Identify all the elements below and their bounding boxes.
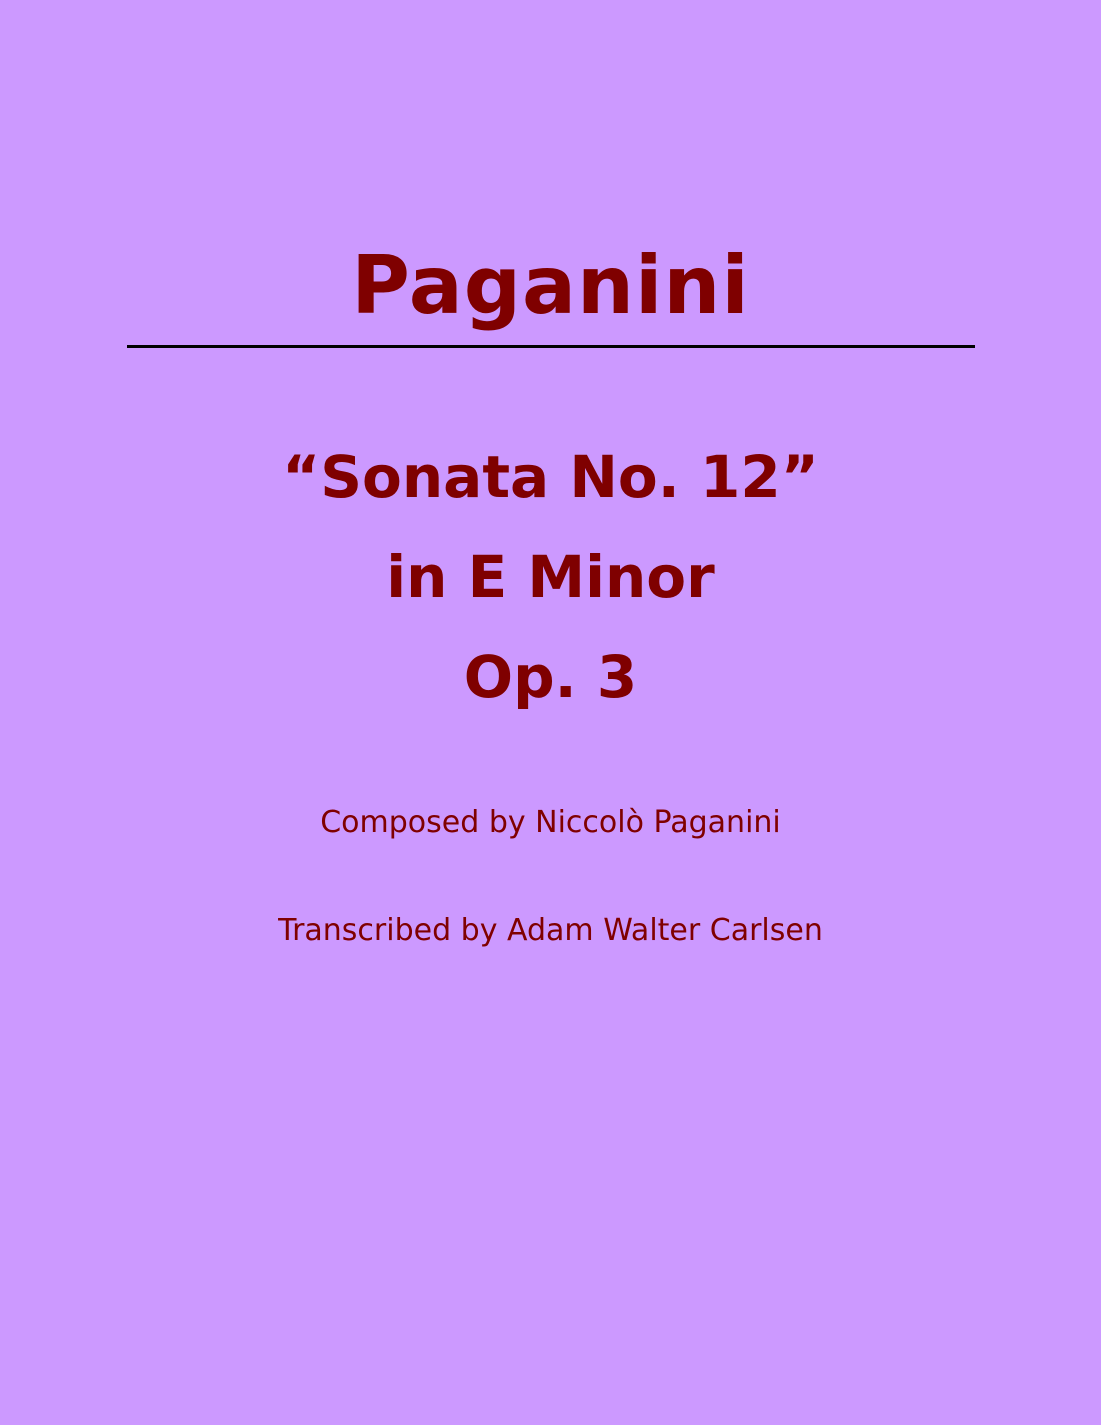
composed-by-credit: Composed by Niccolò Paganini [320,805,781,840]
heading-divider [127,345,975,348]
transcribed-by-credit: Transcribed by Adam Walter Carlsen [278,913,823,948]
title-line-key: in E Minor [386,543,715,611]
title-line-work: “Sonata No. 12” [282,443,819,511]
title-line-opus: Op. 3 [463,643,638,711]
composer-heading: Paganini [351,239,750,332]
